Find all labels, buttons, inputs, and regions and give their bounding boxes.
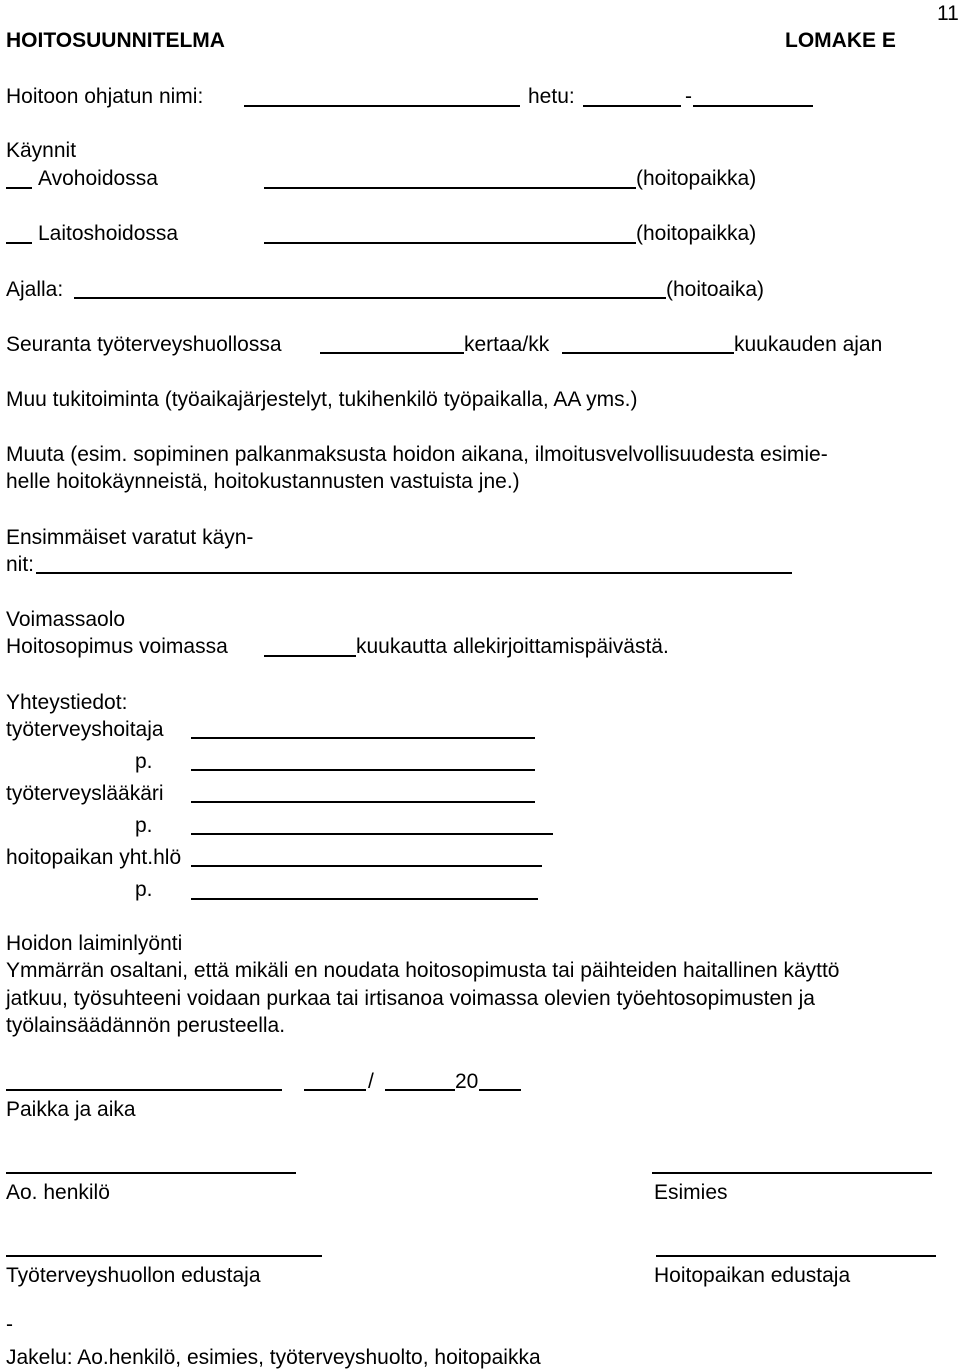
person-signature-label: Ao. henkilö bbox=[6, 1181, 110, 1204]
patient-id-label: hetu: bbox=[528, 85, 575, 108]
patient-id-field-part2[interactable] bbox=[693, 105, 813, 107]
form-title: HOITOSUUNNITELMA bbox=[6, 29, 225, 52]
outpatient-label: Avohoidossa bbox=[38, 167, 158, 190]
workplace-contact-phone-field[interactable] bbox=[191, 898, 538, 900]
neglect-text-line2: jatkuu, työsuhteeni voidaan purkaa tai irtisanoa voimassa olevien työehtosopimusten ja bbox=[6, 987, 815, 1010]
first-visits-label-line2: nit: bbox=[6, 553, 35, 576]
patient-id-field-part1[interactable] bbox=[583, 105, 681, 107]
outpatient-place-field[interactable] bbox=[264, 187, 636, 189]
followup-per-month: kertaa/kk bbox=[464, 333, 550, 356]
care-place-signature-line[interactable] bbox=[656, 1255, 936, 1257]
contacts-heading: Yhteystiedot: bbox=[6, 691, 128, 714]
doctor-label: työterveyslääkäri bbox=[6, 782, 164, 805]
date-slash: / bbox=[368, 1070, 374, 1093]
date-month-field[interactable] bbox=[385, 1089, 455, 1091]
followup-months-field[interactable] bbox=[562, 352, 734, 354]
page-number: 11 bbox=[937, 2, 959, 25]
doctor-phone-field[interactable] bbox=[191, 833, 553, 835]
neglect-heading: Hoidon laiminlyönti bbox=[6, 932, 183, 955]
distribution-text: Jakelu: Ao.henkilö, esimies, työterveyshuolto, hoitopaikka bbox=[6, 1346, 541, 1369]
doctor-phone-label: p. bbox=[135, 814, 153, 837]
outpatient-checkbox-line[interactable] bbox=[6, 187, 32, 189]
nurse-name-field[interactable] bbox=[191, 737, 535, 739]
neglect-text-line1: Ymmärrän osaltani, että mikäli en noudata hoitosopimusta tai päihteiden haitallinen käyttö bbox=[6, 959, 840, 982]
occ-health-signature-label: Työterveyshuollon edustaja bbox=[6, 1264, 261, 1287]
place-date-label: Paikka ja aika bbox=[6, 1098, 136, 1121]
duration-suffix: (hoitoaika) bbox=[666, 278, 765, 301]
followup-times-field[interactable] bbox=[320, 352, 464, 354]
first-visits-label-line1: Ensimmäiset varatut käyn- bbox=[6, 526, 254, 549]
person-signature-line[interactable] bbox=[6, 1172, 296, 1174]
validity-suffix: kuukautta allekirjoittamispäivästä. bbox=[356, 635, 669, 658]
place-field[interactable] bbox=[6, 1089, 282, 1091]
validity-months-field[interactable] bbox=[264, 655, 356, 657]
first-visits-field[interactable] bbox=[36, 572, 792, 574]
year-prefix: 20 bbox=[455, 1070, 479, 1093]
inpatient-place-field[interactable] bbox=[264, 242, 636, 244]
validity-label: Hoitosopimus voimassa bbox=[6, 635, 228, 658]
inpatient-checkbox-line[interactable] bbox=[6, 242, 32, 244]
followup-for-months: kuukauden ajan bbox=[734, 333, 883, 356]
duration-label: Ajalla: bbox=[6, 278, 64, 301]
footer-dash: - bbox=[6, 1313, 13, 1336]
nurse-label: työterveyshoitaja bbox=[6, 718, 164, 741]
other-text-line2: helle hoitokäynneistä, hoitokustannusten vastuista jne.) bbox=[6, 470, 520, 493]
support-text: Muu tukitoiminta (työaikajärjestelyt, tukihenkilö työpaikalla, AA yms.) bbox=[6, 388, 638, 411]
date-year-field[interactable] bbox=[479, 1089, 521, 1091]
patient-name-label: Hoitoon ohjatun nimi: bbox=[6, 85, 204, 108]
nurse-phone-field[interactable] bbox=[191, 769, 535, 771]
validity-heading: Voimassaolo bbox=[6, 608, 126, 631]
supervisor-signature-label: Esimies bbox=[654, 1181, 728, 1204]
doctor-name-field[interactable] bbox=[191, 801, 535, 803]
inpatient-label: Laitoshoidossa bbox=[38, 222, 179, 245]
date-day-field[interactable] bbox=[304, 1089, 366, 1091]
care-place-signature-label: Hoitopaikan edustaja bbox=[654, 1264, 851, 1287]
visits-heading: Käynnit bbox=[6, 139, 77, 162]
other-text-line1: Muuta (esim. sopiminen palkanmaksusta hoidon aikana, ilmoitusvelvollisuudesta esimie- bbox=[6, 443, 828, 466]
inpatient-place-suffix: (hoitopaikka) bbox=[636, 222, 757, 245]
outpatient-place-suffix: (hoitopaikka) bbox=[636, 167, 757, 190]
patient-name-field[interactable] bbox=[244, 105, 520, 107]
nurse-phone-label: p. bbox=[135, 750, 153, 773]
workplace-contact-label: hoitopaikan yht.hlö bbox=[6, 846, 182, 869]
patient-id-separator: - bbox=[685, 85, 692, 108]
occ-health-signature-line[interactable] bbox=[6, 1255, 322, 1257]
duration-field[interactable] bbox=[74, 297, 666, 299]
form-id: LOMAKE E bbox=[785, 29, 896, 52]
workplace-contact-name-field[interactable] bbox=[191, 865, 542, 867]
supervisor-signature-line[interactable] bbox=[652, 1172, 932, 1174]
neglect-text-line3: työlainsäädännön perusteella. bbox=[6, 1014, 286, 1037]
followup-label: Seuranta työterveyshuollossa bbox=[6, 333, 282, 356]
workplace-contact-phone-label: p. bbox=[135, 878, 153, 901]
